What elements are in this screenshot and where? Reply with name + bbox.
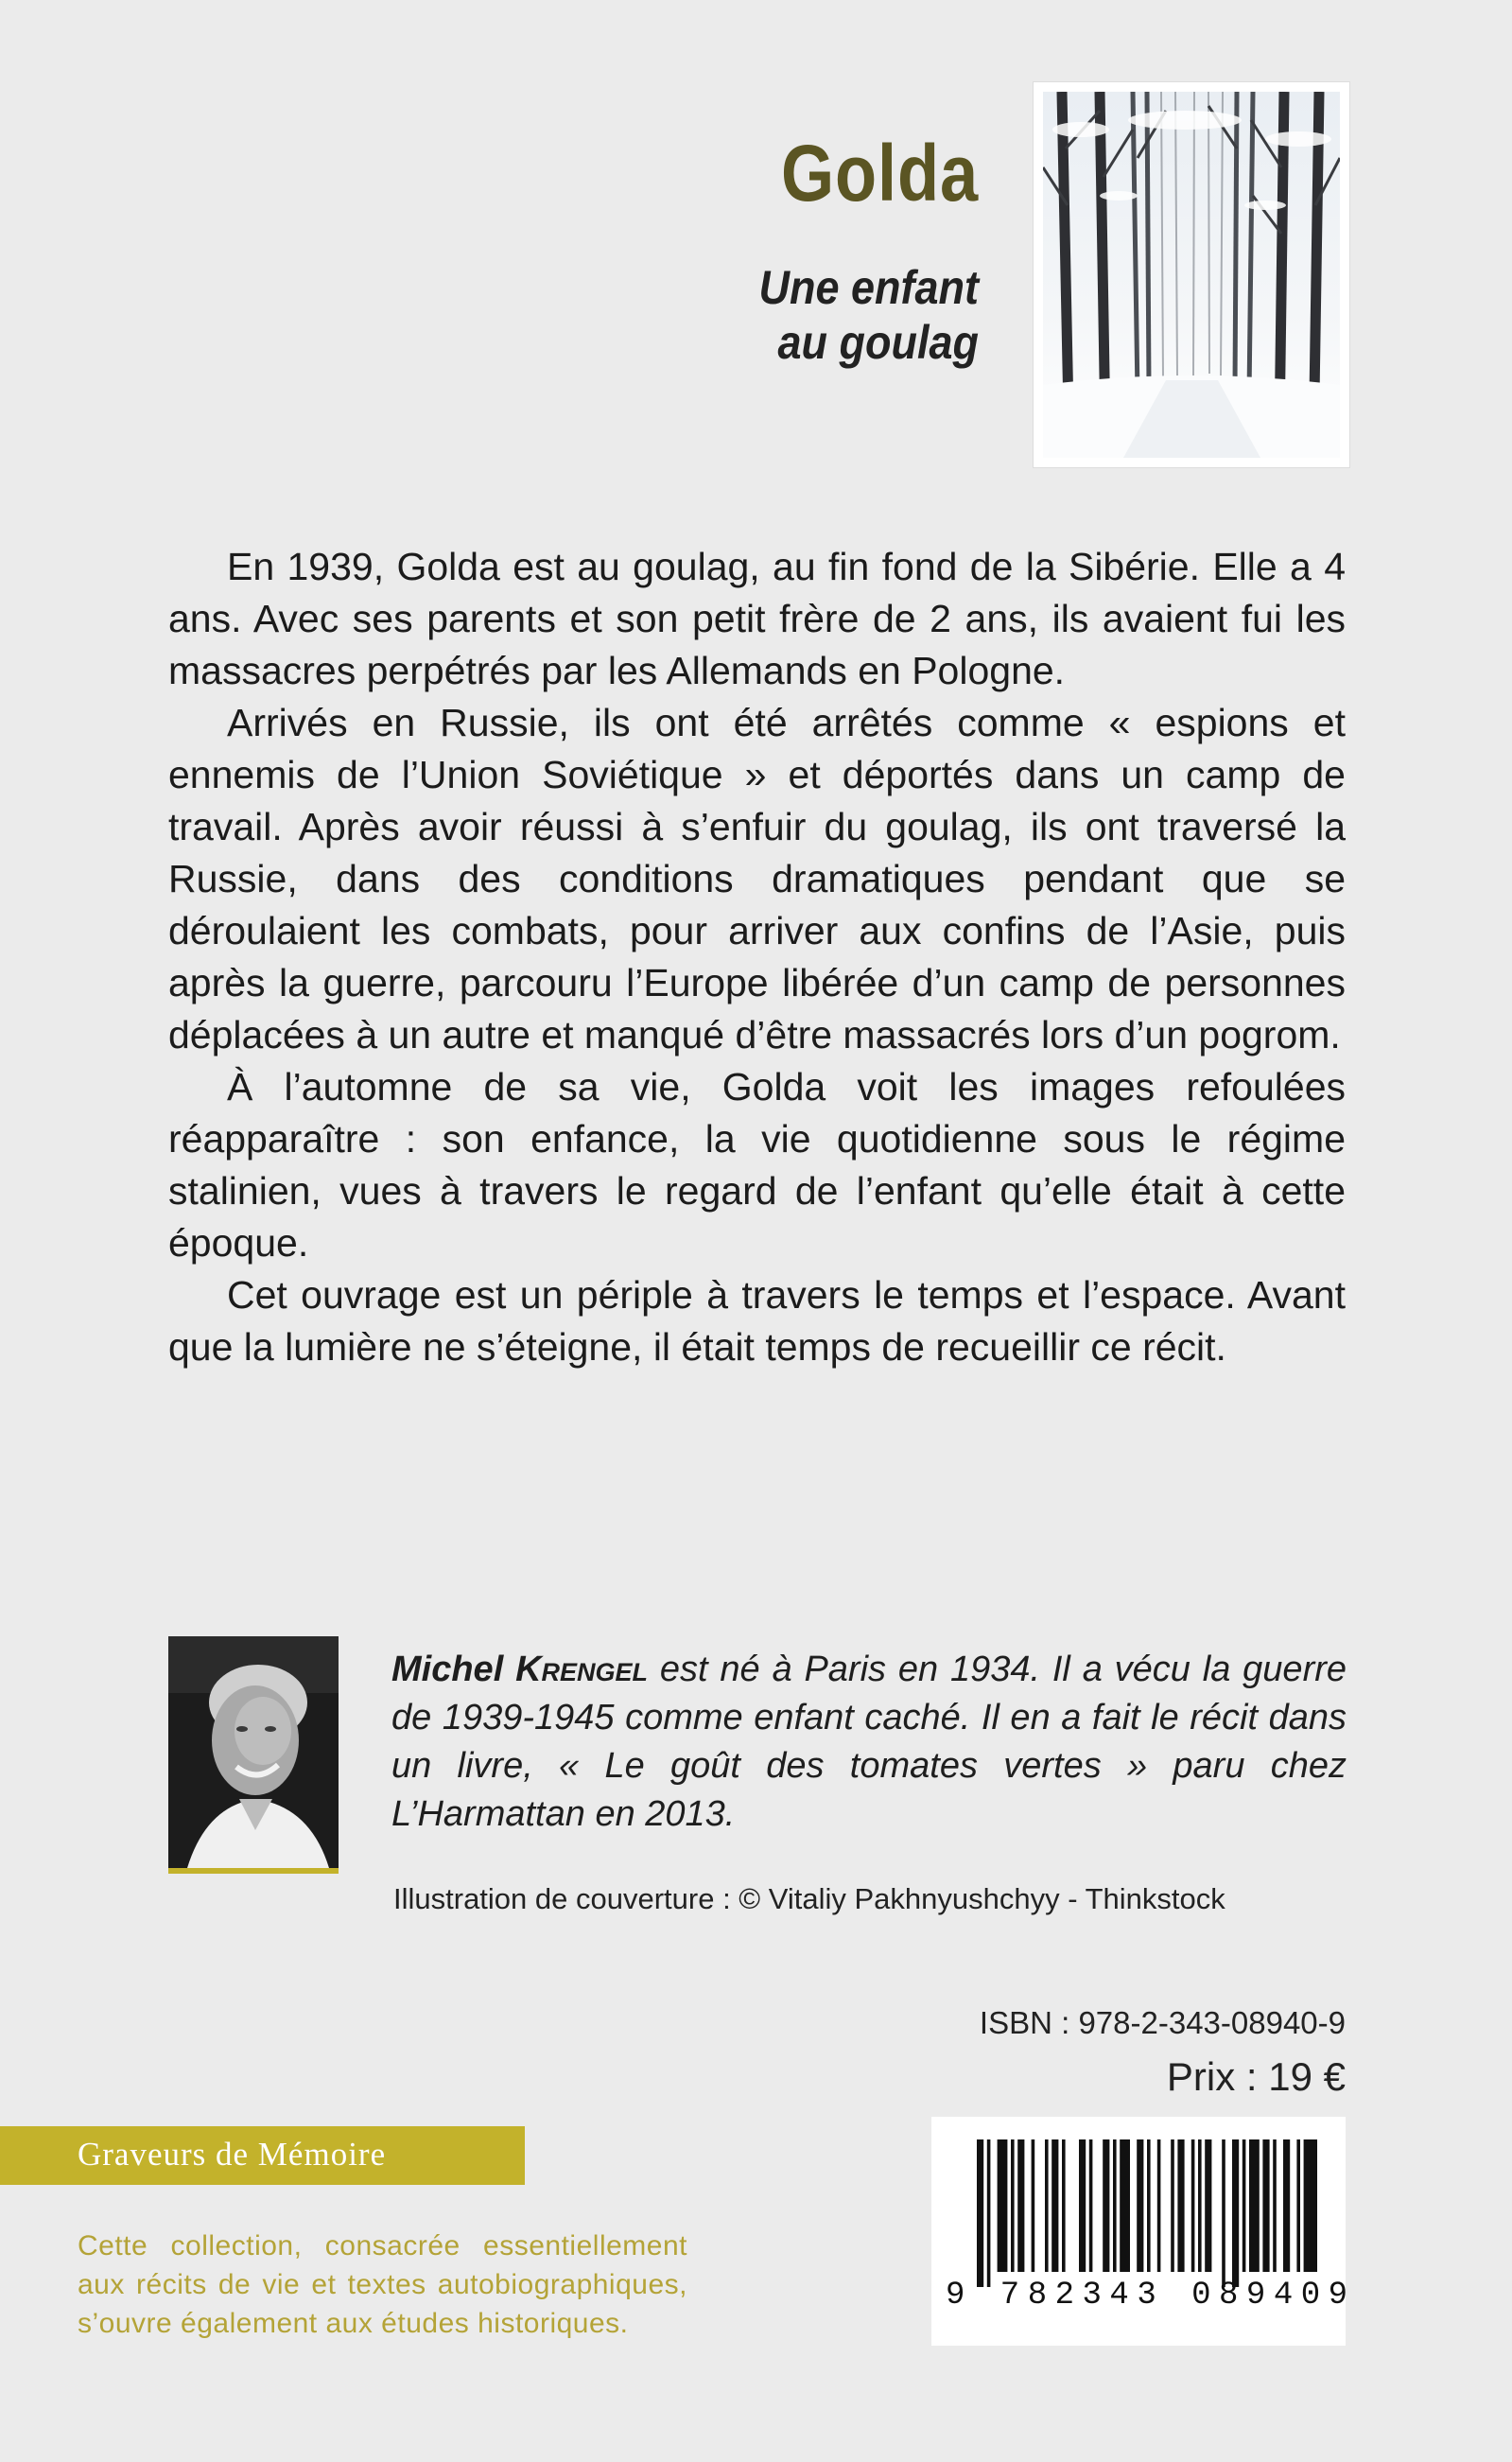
barcode-bar xyxy=(1273,2139,1277,2272)
barcode-bar xyxy=(1249,2139,1260,2272)
barcode-bar xyxy=(1113,2139,1117,2272)
subtitle-line-2: au goulag xyxy=(777,316,979,369)
book-title: Golda xyxy=(781,129,979,218)
barcode-bar xyxy=(1205,2139,1211,2272)
author-bio xyxy=(391,1646,1347,1839)
barcode-bar xyxy=(1032,2139,1035,2272)
barcode-bar xyxy=(1171,2139,1174,2272)
barcode-bar xyxy=(1296,2139,1300,2272)
author-photo xyxy=(168,1636,339,1874)
back-cover-summary xyxy=(168,541,1346,1373)
summary-paragraph-4: Cet ouvrage est un périple à travers le temps et l’espace. Avant que la lumière ne s’éteigne, il était temps de recueillir ce récit. xyxy=(168,1273,1346,1369)
barcode-bar xyxy=(1191,2139,1195,2272)
barcode-bar xyxy=(1243,2139,1246,2272)
barcode-bar xyxy=(1045,2139,1049,2272)
author-first-name: Michel xyxy=(391,1650,504,1689)
barcode-digits: 9 782343 089409 xyxy=(946,2278,1356,2314)
barcode-bar xyxy=(1198,2139,1202,2272)
author-last-name: Krengel xyxy=(515,1650,649,1689)
barcode-bar xyxy=(1147,2139,1151,2272)
barcode-bar xyxy=(977,2139,983,2287)
book-subtitle xyxy=(643,260,980,370)
barcode-bar xyxy=(998,2139,1008,2272)
barcode-bar xyxy=(1011,2139,1015,2272)
snowy-forest-image xyxy=(1043,92,1340,458)
barcode-bar xyxy=(987,2139,991,2287)
barcode-bar xyxy=(1177,2139,1184,2272)
isbn-label: ISBN : 978-2-343-08940-9 xyxy=(979,2005,1346,2040)
barcode-bar xyxy=(1079,2139,1086,2272)
barcode-bar xyxy=(1120,2139,1130,2272)
barcode-bar xyxy=(1283,2139,1290,2272)
barcode-bar xyxy=(1304,2139,1317,2272)
barcode-bar xyxy=(1232,2139,1239,2287)
barcode-bar xyxy=(1103,2139,1109,2272)
barcode-bar xyxy=(1157,2139,1161,2272)
cover-photo xyxy=(1034,82,1349,467)
illustration-credit: Illustration de couverture : © Vitaliy Pakhnyushchyy - Thinkstock xyxy=(393,1882,1225,1915)
collection-description: Cette collection, consacrée essentiellement aux récits de vie et textes autobiographiques, s’ouvre également aux études historiques. xyxy=(78,2230,687,2339)
barcode-bar xyxy=(1089,2139,1093,2272)
barcode-bar xyxy=(1137,2139,1143,2272)
summary-paragraph-3: À l’automne de sa vie, Golda voit les images refoulées réapparaître : son enfance, la vie quotidienne sous le régime stalinien, vues à travers le regard de l’enfant qu’elle était à cette époque. xyxy=(168,1065,1346,1265)
price-label: Prix : 19 € xyxy=(1166,2054,1346,2099)
summary-paragraph-1: En 1939, Golda est au goulag, au fin fond de la Sibérie. Elle a 4 ans. Avec ses parents et son petit frère de 2 ans, ils avaient fui les massacres perpétrés par les Allemands en Pologne. xyxy=(168,545,1346,692)
subtitle-line-1: Une enfant xyxy=(758,261,979,314)
barcode-bar xyxy=(1017,2139,1024,2272)
summary-paragraph-2: Arrivés en Russie, ils ont été arrêtés comme « espions et ennemis de l’Union Soviétique » et déportés dans un camp de travail. Après avoir réussi à s’enfuir du goulag, ils ont traversé la Russie, dans des conditions dramatiques pendant que se déroulaient les combats, pour arriver aux confins de l’Asie, puis après la guerre, parcouru l’Europe libérée d’un camp de personnes déplacées à un autre et manqué d’être massacrés lors d’un pogrom. xyxy=(168,701,1346,1056)
author-portrait-image xyxy=(168,1636,339,1868)
barcode-bar xyxy=(1262,2139,1269,2272)
collection-name: Graveurs de Mémoire xyxy=(78,2136,387,2173)
barcode-bar xyxy=(1222,2139,1225,2287)
barcode-bar xyxy=(1051,2139,1058,2272)
author-bio-text: est né à Paris en 1934. Il a vécu la guerre de 1939-1945 comme enfant caché. Il en a fait le récit dans un livre, « Le goût des tomates vertes » paru chez L’Harmattan en 2013. xyxy=(391,1650,1347,1834)
barcode-bar xyxy=(1062,2139,1066,2272)
